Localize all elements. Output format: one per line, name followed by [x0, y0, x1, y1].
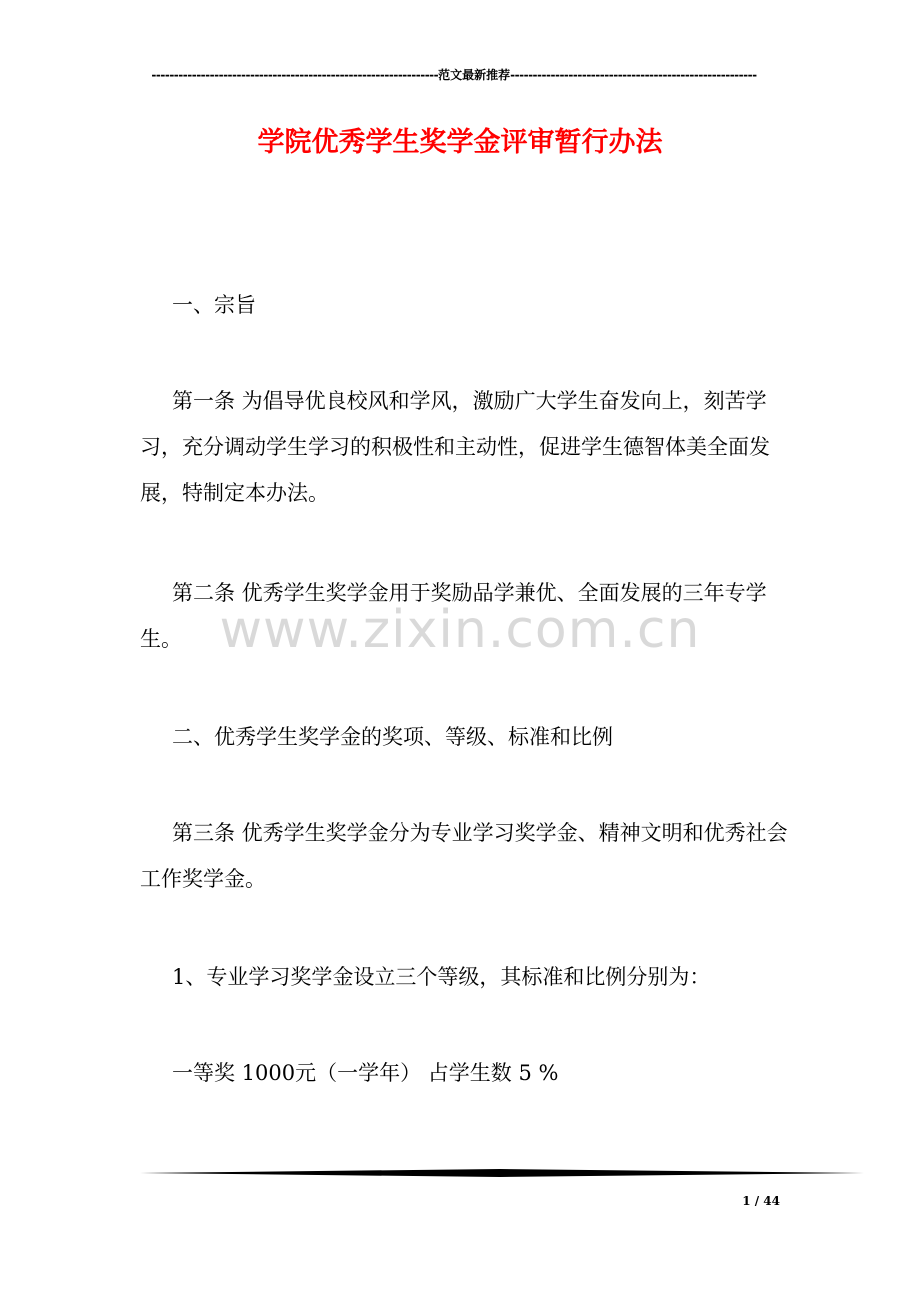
section-heading-awards: 二、优秀学生奖学金的奖项、等级、标准和比例 [172, 725, 613, 749]
item-1-professional-award: 1、专业学习奖学金设立三个等级，其标准和比例分别为： [172, 965, 711, 989]
footer-divider [140, 1166, 864, 1178]
document-title: 学院优秀学生奖学金评审暂行办法 [257, 127, 663, 158]
header-label: 范文最新推荐 [438, 68, 511, 82]
header-rule [140, 66, 768, 83]
section-heading-purpose: 一、宗旨 [172, 293, 256, 317]
header-dashes-right: ------------------------------------------------------- [510, 68, 757, 82]
first-prize-line: 一等奖 1000元（一学年） 占学生数 5 % [172, 1061, 559, 1085]
article-2: 第二条 优秀学生奖学金用于奖励品学兼优、全面发展的三年专学生。 [140, 581, 767, 651]
page-number: 1 / 44 [742, 1194, 780, 1208]
header-dashes-left: ---------------------------------------------------------------- [151, 68, 439, 82]
watermark: www.zixin.com.cn [219, 600, 701, 660]
article-3: 第三条 优秀学生奖学金分为专业学习奖学金、精神文明和优秀社会工作奖学金。 [140, 821, 788, 891]
article-1: 第一条 为倡导优良校风和学风，激励广大学生奋发向上，刻苦学习，充分调动学生学习的积极性和主动性，促进学生德智体美全面发展，特制定本办法。 [140, 389, 770, 505]
